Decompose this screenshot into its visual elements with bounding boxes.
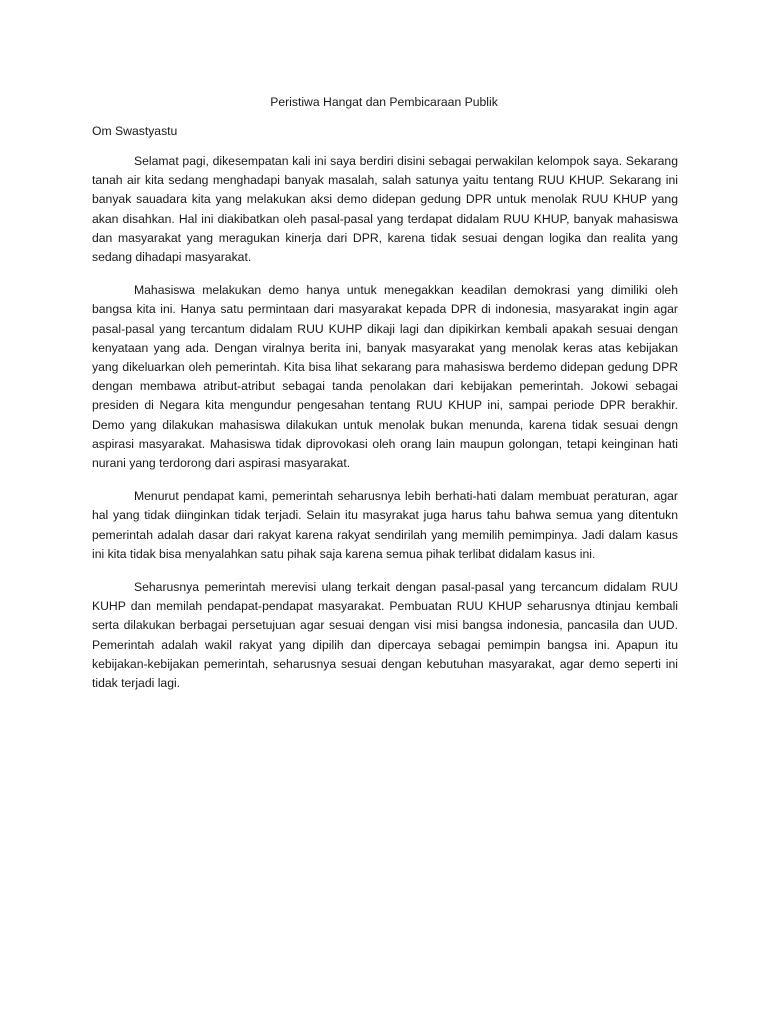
paragraph-4: Seharusnya pemerintah merevisi ulang terkait dengan pasal-pasal yang tercancum didalam RUU KUHP dan memilah pendapat-pendapat masyarakat. Pembuatan RUU KHUP seharusnya dtinjau kembali serta dilakukan berbagai persetujuan agar sesuai dengan visi misi bangsa indonesia, pancasila dan UUD. Pemerintah adalah wakil rakyat yang dipilih dan dipercaya sebagai pemimpin bangsa ini. Apapun itu kebijakan-kebijakan pemerintah, seharusnya sesuai dengan kebutuhan masyarakat, agar demo seperti ini tidak terjadi lagi.: [92, 580, 678, 691]
greeting: Om Swastyastu: [92, 124, 178, 138]
paragraph-3: Menurut pendapat kami, pemerintah seharusnya lebih berhati-hati dalam membuat peraturan, agar hal yang tidak diinginkan tidak terjadi. Selain itu masyrakat juga harus tahu bahwa semua yang ditentukn pemerintah adalah dasar dari rakyat karena rakyat sendirilah yang memilih pemimpinya. Jadi dalam kasus ini kita tidak bisa menyalahkan satu pihak saja karena semua pihak terlibat didalam kasus ini.: [92, 489, 678, 561]
paragraph-2: Mahasiswa melakukan demo hanya untuk menegakkan keadilan demokrasi yang dimiliki oleh bangsa kita ini. Hanya satu permintaan dari masyarakat kepada DPR di indonesia, masyarakat ingin agar pasal-pasal yang tercantum didalam RUU KUHP dikaji lagi dan dipikirkan kembali apakah sesuai dengan kenyataan yang ada. Dengan viralnya berita ini, banyak masyarakat yang menolak keras atas kebijakan yang dikeluarkan oleh pemerintah. Kita bisa lihat sekarang para mahasiswa berdemo didepan gedung DPR dengan membawa atribut-atribut sebagai tanda penolakan dari kebijakan pemerintah. Jokowi sebagai presiden di Negara kita mengundur pengesahan tentang RUU KHUP ini, sampai periode DPR berakhir. Demo yang dilakukan mahasiswa dilakukan untuk menolak bukan menunda, karena tidak sesuai dengn aspirasi masyarakat. Mahasiswa tidak diprovokasi oleh orang lain maupun golongan, tetapi keinginan hati nurani yang terdorong dari aspirasi masyarakat.: [92, 283, 678, 471]
document-title: Peristiwa Hangat dan Pembicaraan Publik: [270, 95, 498, 109]
paragraph-1: Selamat pagi, dikesempatan kali ini saya berdiri disini sebagai perwakilan kelompok saya. Sekarang tanah air kita sedang menghadapi banyak masalah, salah satunya yaitu tentang RUU KHUP. Sekarang ini banyak sauadara kita yang melakukan aksi demo didepan gedung DPR untuk menolak RUU KHUP yang akan disahkan. Hal ini diakibatkan oleh pasal-pasal yang terdapat didalam RUU KHUP, banyak mahasiswa dan masyarakat yang meragukan kinerja dari DPR, karena tidak sesuai dengan logika dan realita yang sedang dihadapi masyarakat.: [92, 154, 678, 265]
document-body: [92, 123, 678, 707]
